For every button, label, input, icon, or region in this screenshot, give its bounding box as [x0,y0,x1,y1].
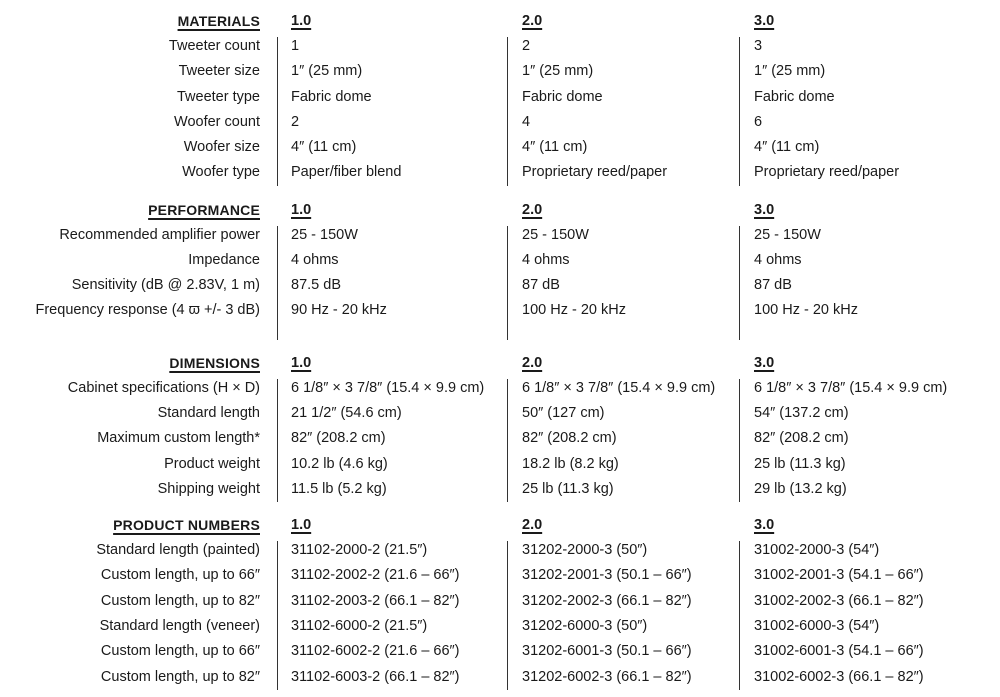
product-numbers-header-row [0,517,1000,542]
value-cell-2: Fabric dome [522,89,603,105]
column-header-3: 3.0 [754,13,775,29]
column-header-2: 2.0 [522,13,543,29]
value-cell-2: Proprietary reed/paper [522,164,668,180]
value-cell-2: 31202-6002-3 (66.1 – 82″) [522,669,692,685]
value-cell-2: 31202-2000-3 (50″) [522,542,648,558]
dimensions-row [0,481,1000,506]
value-cell-3: 87 dB [754,277,792,293]
value-cell-3: 4″ (11 cm) [754,139,820,155]
value-cell-3: 25 - 150W [754,227,821,243]
materials-row [0,89,1000,114]
performance-column-divider [277,226,278,340]
materials-row [0,114,1000,139]
value-cell-2: 4″ (11 cm) [522,139,588,155]
materials-column-divider [277,37,278,186]
row-label: Recommended amplifier power [59,227,260,243]
value-cell-3: 31002-2000-3 (54″) [754,542,880,558]
value-cell-2: 1″ (25 mm) [522,63,594,79]
dimensions-row [0,405,1000,430]
value-cell-1: 21 1/2″ (54.6 cm) [291,405,402,421]
value-cell-1: Paper/fiber blend [291,164,402,180]
dimensions-column-divider [739,379,740,502]
value-cell-3: 1″ (25 mm) [754,63,826,79]
value-cell-2: 31202-2001-3 (50.1 – 66″) [522,567,692,583]
performance-column-divider [739,226,740,340]
value-cell-1: 25 - 150W [291,227,358,243]
performance-column-divider [507,226,508,340]
row-label: Tweeter type [176,89,260,105]
column-header-2: 2.0 [522,517,543,533]
dimensions-column-divider [277,379,278,502]
value-cell-2: 87 dB [522,277,560,293]
value-cell-3: Proprietary reed/paper [754,164,900,180]
dimensions-row [0,380,1000,405]
column-header-1: 1.0 [291,355,312,371]
performance-row [0,302,1000,327]
row-label: Maximum custom length* [97,430,260,446]
value-cell-1: 6 1/8″ × 3 7/8″ (15.4 × 9.9 cm) [291,380,485,396]
value-cell-3: 31002-2001-3 (54.1 – 66″) [754,567,924,583]
product-numbers-column-divider [507,541,508,690]
value-cell-3: 31002-2002-3 (66.1 – 82″) [754,593,924,609]
column-header-3: 3.0 [754,355,775,371]
dimensions-section-title: DIMENSIONS [169,355,260,371]
row-label: Sensitivity (dB @ 2.83V, 1 m) [71,277,260,293]
dimensions-row [0,456,1000,481]
row-label: Woofer type [182,164,260,180]
value-cell-1: 4 ohms [291,252,339,268]
row-label: Standard length (painted) [96,542,260,558]
value-cell-3: 3 [754,38,763,54]
materials-row [0,63,1000,88]
value-cell-1: 1″ (25 mm) [291,63,363,79]
value-cell-2: 31202-6001-3 (50.1 – 66″) [522,643,692,659]
value-cell-3: 31002-6001-3 (54.1 – 66″) [754,643,924,659]
dimensions-column-divider [507,379,508,502]
performance-row [0,277,1000,302]
value-cell-1: 87.5 dB [291,277,341,293]
row-label: Tweeter size [178,63,260,79]
materials-column-divider [507,37,508,186]
row-label: Standard length [157,405,260,421]
dimensions-header-row [0,355,1000,380]
value-cell-3: 4 ohms [754,252,802,268]
product-numbers-section-title: PRODUCT NUMBERS [113,517,260,533]
value-cell-1: 11.5 lb (5.2 kg) [291,481,387,497]
value-cell-1: 31102-6003-2 (66.1 – 82″) [291,669,460,685]
row-label: Shipping weight [157,481,260,497]
value-cell-2: 31202-6000-3 (50″) [522,618,648,634]
value-cell-3: 82″ (208.2 cm) [754,430,849,446]
materials-column-divider [739,37,740,186]
value-cell-2: 100 Hz - 20 kHz [522,302,626,318]
row-label: Woofer count [174,114,260,130]
value-cell-1: 31102-6000-2 (21.5″) [291,618,428,634]
row-label: Frequency response (4 ϖ +/- 3 dB) [35,302,260,318]
column-header-2: 2.0 [522,355,543,371]
value-cell-1: 1 [291,38,300,54]
row-label: Custom length, up to 82″ [100,669,260,685]
materials-row [0,38,1000,63]
dimensions-row [0,430,1000,455]
value-cell-2: 18.2 lb (8.2 kg) [522,456,619,472]
value-cell-1: 31102-2000-2 (21.5″) [291,542,428,558]
value-cell-1: 31102-2002-2 (21.6 – 66″) [291,567,460,583]
value-cell-3: 54″ (137.2 cm) [754,405,849,421]
column-header-1: 1.0 [291,517,312,533]
performance-header-row [0,202,1000,227]
product-numbers-column-divider [739,541,740,690]
value-cell-2: 25 - 150W [522,227,589,243]
column-header-1: 1.0 [291,13,312,29]
product-numbers-row [0,618,1000,643]
value-cell-3: 31002-6000-3 (54″) [754,618,880,634]
performance-row [0,252,1000,277]
value-cell-2: 2 [522,38,531,54]
value-cell-2: 31202-2002-3 (66.1 – 82″) [522,593,692,609]
value-cell-1: 90 Hz - 20 kHz [291,302,387,318]
column-header-2: 2.0 [522,202,543,218]
value-cell-1: 31102-6002-2 (21.6 – 66″) [291,643,460,659]
row-label: Custom length, up to 82″ [100,593,260,609]
column-header-1: 1.0 [291,202,312,218]
row-label: Cabinet specifications (H × D) [67,380,260,396]
column-header-3: 3.0 [754,202,775,218]
value-cell-1: 82″ (208.2 cm) [291,430,386,446]
row-label: Woofer size [183,139,260,155]
materials-row [0,164,1000,189]
value-cell-3: 6 1/8″ × 3 7/8″ (15.4 × 9.9 cm) [754,380,948,396]
product-numbers-row [0,593,1000,618]
product-numbers-row [0,643,1000,668]
value-cell-1: 4″ (11 cm) [291,139,357,155]
product-numbers-column-divider [277,541,278,690]
performance-row [0,227,1000,252]
value-cell-1: 31102-2003-2 (66.1 – 82″) [291,593,460,609]
value-cell-1: 10.2 lb (4.6 kg) [291,456,388,472]
value-cell-3: 6 [754,114,763,130]
row-label: Standard length (veneer) [99,618,260,634]
value-cell-3: 29 lb (13.2 kg) [754,481,847,497]
product-numbers-row [0,567,1000,592]
value-cell-3: 31002-6002-3 (66.1 – 82″) [754,669,924,685]
value-cell-2: 50″ (127 cm) [522,405,605,421]
performance-section-title: PERFORMANCE [148,202,260,218]
column-header-3: 3.0 [754,517,775,533]
row-label: Custom length, up to 66″ [100,643,260,659]
value-cell-2: 82″ (208.2 cm) [522,430,617,446]
value-cell-3: 100 Hz - 20 kHz [754,302,858,318]
row-label: Impedance [188,252,260,268]
value-cell-2: 4 [522,114,531,130]
value-cell-1: 2 [291,114,300,130]
value-cell-2: 6 1/8″ × 3 7/8″ (15.4 × 9.9 cm) [522,380,716,396]
row-label: Product weight [164,456,260,472]
row-label: Custom length, up to 66″ [100,567,260,583]
materials-header-row [0,13,1000,38]
value-cell-3: 25 lb (11.3 kg) [754,456,846,472]
value-cell-3: Fabric dome [754,89,835,105]
value-cell-1: Fabric dome [291,89,372,105]
value-cell-2: 4 ohms [522,252,570,268]
product-numbers-row [0,669,1000,694]
product-numbers-row [0,542,1000,567]
materials-row [0,139,1000,164]
materials-section-title: MATERIALS [177,13,260,29]
row-label: Tweeter count [168,38,260,54]
value-cell-2: 25 lb (11.3 kg) [522,481,614,497]
